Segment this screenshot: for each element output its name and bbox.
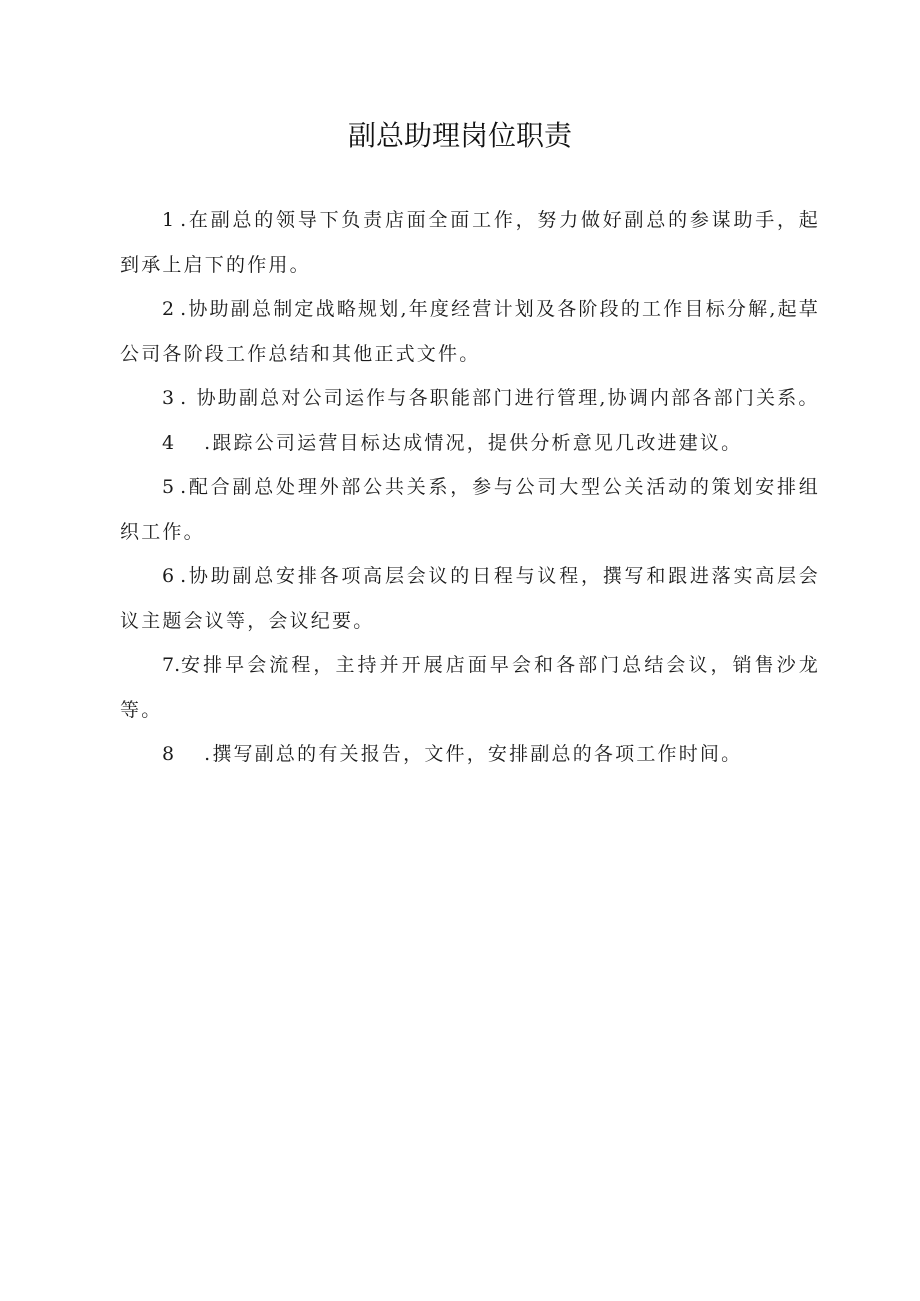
page-title: 副总助理岗位职责 [347,119,572,152]
item-number: 7. [162,654,181,676]
item-text: . 协助副总对公司运作与各职能部门进行管理,协调内部各部门关系。 [180,387,820,409]
list-item [120,554,820,643]
item-text: .撰写副总的有关报告，文件，安排副总的各项工作时间。 [204,743,743,765]
item-number: 5 [162,476,175,498]
item-text: .协助副总制定战略规划,年度经营计划及各阶段的工作目标分解,起草公司各阶段工作总结和其他正式文件。 [120,298,820,365]
list-item [120,465,820,554]
responsibility-list [120,198,820,777]
list-item [120,421,820,466]
item-number: 1 [162,209,175,231]
list-item [120,732,820,777]
item-number: 4 [162,431,175,454]
list-item [120,376,820,421]
item-text: .跟踪公司运营目标达成情况，提供分析意见几改进建议。 [204,431,743,454]
list-item [120,198,820,287]
item-text: .配合副总处理外部公共关系，参与公司大型公关活动的策划安排组织工作。 [120,476,820,543]
item-number: 3 [162,387,175,409]
list-item [120,287,820,376]
item-text: .协助副总安排各项高层会议的日程与议程，撰写和跟进落实高层会议主题会议等，会议纪要。 [120,565,820,632]
item-number: 2 [162,298,175,320]
item-number: 8 [162,743,175,765]
item-number: 6 [162,565,175,587]
list-item [120,643,820,732]
item-text: .在副总的领导下负责店面全面工作，努力做好副总的参谋助手，起到承上启下的作用。 [120,209,820,276]
item-text: 安排早会流程，主持并开展店面早会和各部门总结会议，销售沙龙等。 [120,654,820,721]
